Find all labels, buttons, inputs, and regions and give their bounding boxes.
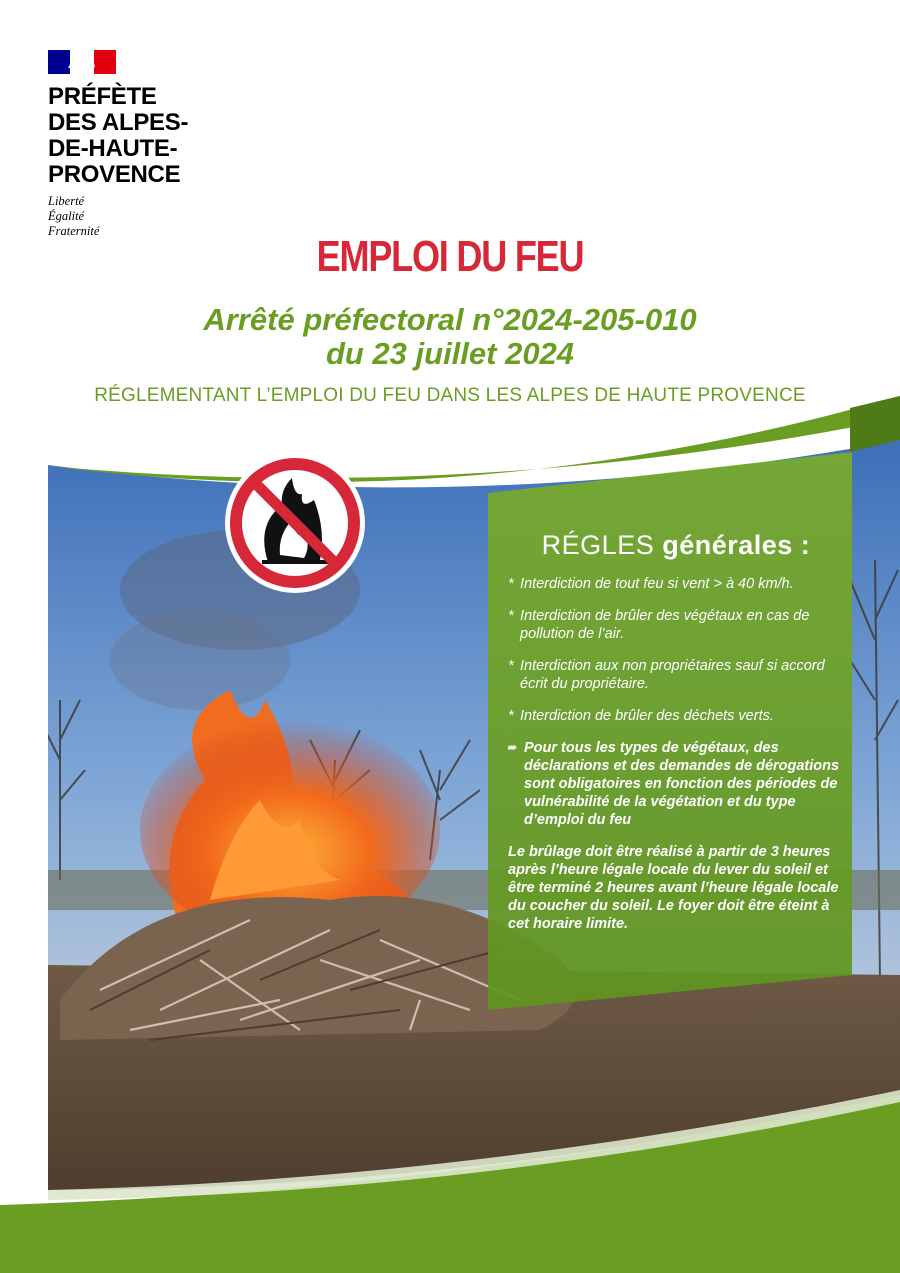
prefecture-logo: [48, 50, 188, 239]
pref-line-3: DE-HAUTE-: [48, 135, 178, 162]
no-fire-icon: [225, 453, 365, 593]
marianne-icon: [62, 52, 98, 72]
arrete-date: du 23 juillet 2024: [325, 336, 575, 371]
motto-egalite: Égalité: [48, 209, 85, 223]
asterisk-icon: *: [508, 708, 514, 724]
page-title: EMPLOI DU FEU: [316, 232, 584, 281]
pref-line-2: DES ALPES-: [48, 109, 189, 136]
rule-text: Interdiction de brûler des déchets verts.: [520, 708, 774, 724]
motto-fraternite: Fraternité: [48, 224, 100, 238]
rules-text: [506, 530, 846, 933]
arrow-icon: ➠: [507, 742, 517, 754]
rules-title-bold: générales :: [662, 530, 811, 560]
arrete-reference: [0, 303, 900, 371]
subtitle: RÉGLEMENTANT L’EMPLOI DU FEU DANS LES ALPES DE HAUTE PROVENCE: [94, 385, 806, 406]
rules-title-light: RÉGLES: [541, 530, 655, 560]
burning-hours-note: Le brûlage doit être réalisé à partir de 3 heures après l’heure légale locale du lever du soleil et être terminé 2 heures avant l’heure légale locale du coucher du soleil. Le foyer doit être éteint à cet horaire limite.: [508, 844, 839, 932]
asterisk-icon: *: [508, 608, 514, 624]
rule-item: [506, 657, 846, 693]
pref-line-4: PROVENCE: [48, 161, 181, 188]
asterisk-icon: *: [508, 658, 514, 674]
rule-text: Interdiction de brûler des végétaux en cas de pollution de l’air.: [520, 608, 810, 642]
pref-line-1: PRÉFÈTE: [48, 83, 157, 110]
rule-text: Interdiction de tout feu si vent > à 40 km/h.: [520, 576, 794, 592]
declaration-text: Pour tous les types de végétaux, des déclarations et des demandes de dérogations sont obligatoires en fonction des périodes de vulnérabilité de la végétation et du type d’emploi du feu: [524, 740, 840, 828]
motto-liberte: Liberté: [48, 194, 85, 208]
rule-item: [506, 575, 846, 593]
arrete-number: Arrêté préfectoral n°2024-205-010: [203, 302, 697, 337]
rules-title: [506, 530, 846, 561]
rule-text: Interdiction aux non propriétaires sauf si accord écrit du propriétaire.: [520, 658, 825, 692]
declaration-rule: [506, 739, 846, 829]
rule-item: [506, 707, 846, 725]
rule-item: [506, 607, 846, 643]
asterisk-icon: *: [508, 576, 514, 592]
